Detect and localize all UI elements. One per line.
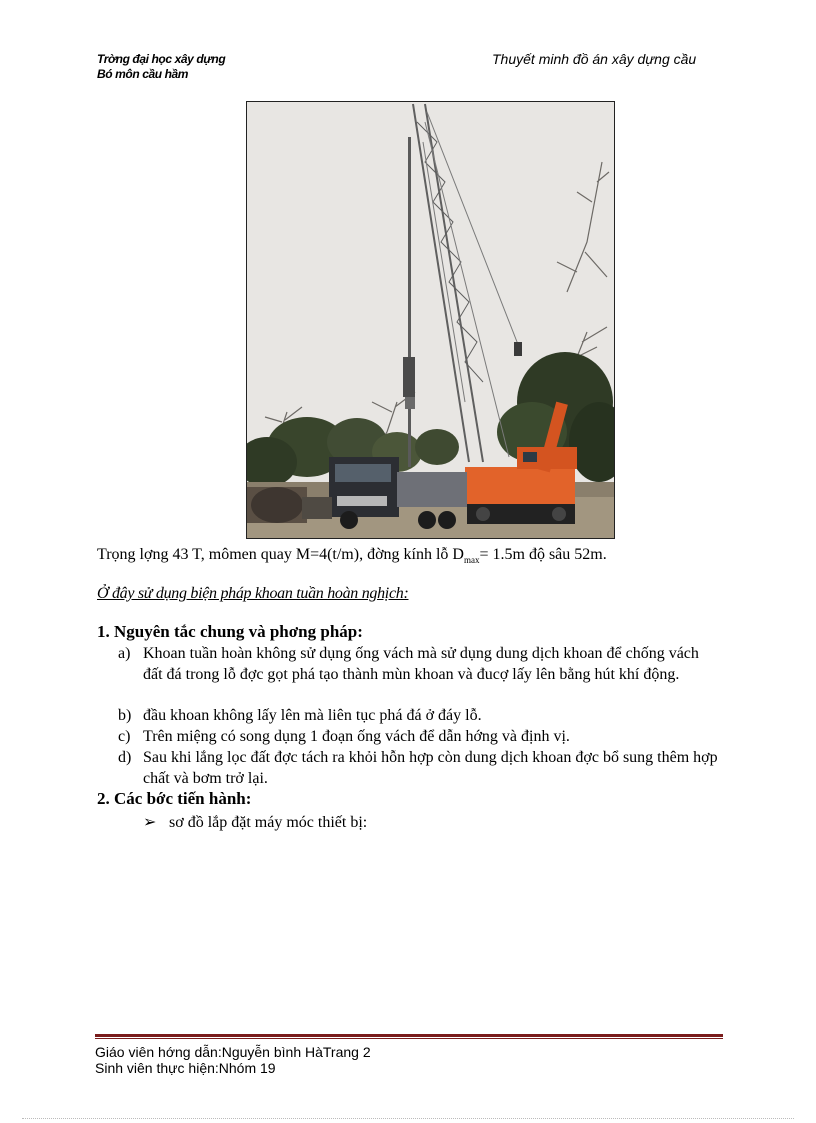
list-item-label: c): [118, 728, 131, 745]
list-item: [118, 726, 718, 747]
bullet-text: sơ đồ lắp đặt máy móc thiết bị:: [169, 814, 368, 831]
list-item-label: d): [118, 749, 132, 766]
hook: [514, 342, 522, 356]
list-item-text: đầu khoan không lấy lên mà liên tục phá đá ở đáy lỗ.: [143, 707, 482, 724]
caption-text-end: = 1.5m độ sâu 52m.: [479, 546, 607, 563]
header-left: [97, 52, 225, 82]
list-item-label: a): [118, 645, 131, 662]
section-heading-2: 2. Các bớc tiến hành:: [97, 789, 252, 808]
bullet-item: [143, 812, 367, 832]
department-name: Bó môn cầu hầm: [97, 67, 189, 81]
list-item: [118, 705, 718, 726]
footer-instructor: Giáo viên hớng dẫn:Nguyễn bình HàTrang 2: [95, 1044, 371, 1060]
list-item-text: Trên miệng có song dụng 1 đoạn ống vách để dẫn hớng và định vị.: [143, 728, 570, 745]
crane-photo: [246, 101, 615, 539]
footer: [95, 1044, 371, 1076]
list-item: [118, 747, 718, 789]
footer-students: Sinh viên thực hiện:Nhóm 19: [95, 1060, 276, 1076]
document-title: Thuyết minh đồ án xây dựng cầu: [492, 51, 697, 67]
caption-subscript: max: [463, 555, 480, 566]
footer-divider: [95, 1034, 723, 1039]
list-item: [118, 643, 718, 685]
photo-caption: [97, 546, 607, 565]
caption-text: Trọng lợng 43 T, mômen quay M=4(t/m), đờng kính lỗ D: [97, 546, 464, 563]
list-item-text: Sau khi lắng lọc đất đợc tách ra khỏi hỗn hợp còn dung dịch khoan đợc bổ sung thêm hợp chất và bơm trở lại.: [143, 749, 718, 787]
crane-illustration: [247, 102, 614, 538]
page-bottom-border: [22, 1118, 794, 1119]
list-item-label: b): [118, 707, 132, 724]
school-name: Trờng đại học xây dựng: [97, 52, 226, 66]
arrow-bullet-icon: ➢: [143, 814, 157, 831]
method-subheading: Ở đây sử dụng biện pháp khoan tuần hoàn nghịch:: [97, 585, 409, 602]
list-item-text: Khoan tuần hoàn không sử dụng ống vách mà sử dụng dung dịch khoan để chống vách đất đá trong lỗ đợc gọt phá tạo thành mùn khoan và đucợ lấy lên bằng hút khí động.: [143, 645, 699, 683]
section-heading-1: 1. Nguyên tắc chung và phơng pháp:: [97, 622, 363, 641]
